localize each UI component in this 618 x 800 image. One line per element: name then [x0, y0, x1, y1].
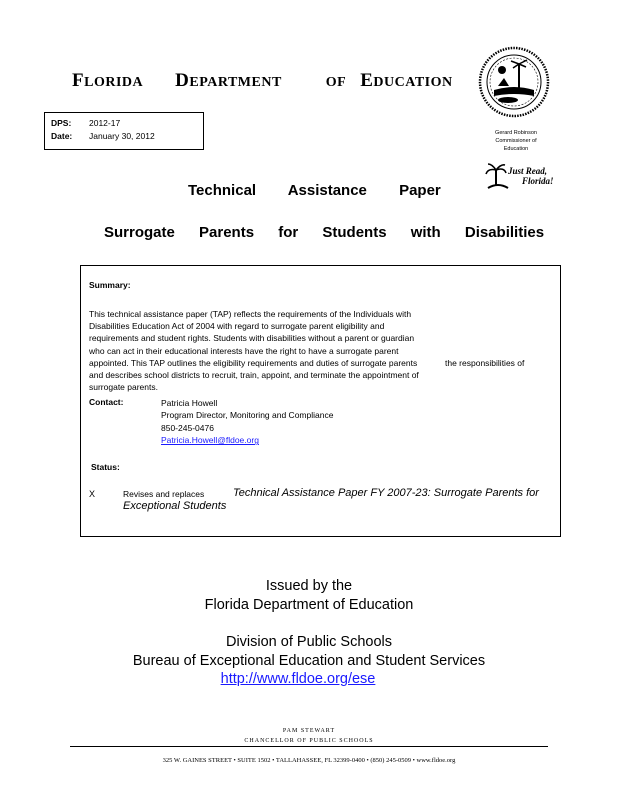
contact-phone: 850-245-0476: [161, 422, 214, 433]
letterhead-word: EPARTMENT: [189, 75, 282, 90]
issued-by-line: Issued by the: [265, 578, 353, 594]
document-title: Technical Assistance Paper: [188, 182, 441, 199]
dps-date-box: [44, 112, 204, 150]
status-mark: X: [89, 489, 96, 499]
website-line: [0, 670, 618, 689]
date-value: January 30, 2012: [89, 131, 155, 141]
date-row: [51, 131, 155, 141]
status-reference: Technical Assistance Paper FY 2007-23: Surrogate Parents for Exceptional Students: [123, 487, 539, 512]
dps-row: [51, 118, 120, 128]
letterhead-word: OF: [325, 75, 347, 90]
letterhead-word: DUCATION: [373, 75, 453, 90]
letterhead-cap: E: [360, 70, 374, 91]
letterhead-cap: F: [72, 70, 85, 91]
florida-seal-icon: [478, 46, 550, 118]
contact-email-link[interactable]: Patricia.Howell@fldoe.org: [161, 435, 259, 446]
summary-extra-text: the responsibilities of: [445, 358, 525, 368]
footer-divider: [70, 746, 548, 747]
commissioner-dept: Education: [503, 146, 529, 152]
document-subtitle: Surrogate Parents for Students with Disabilities: [104, 224, 545, 241]
letterhead-word: LORIDA: [84, 75, 144, 90]
dps-label: DPS:: [51, 118, 72, 128]
contact-title: Program Director, Monitoring and Compliance: [161, 410, 334, 421]
division-line: Division of Public Schools: [225, 634, 393, 650]
website-link[interactable]: http://www.fldoe.org/ese: [220, 671, 376, 687]
commissioner-block: [482, 129, 550, 153]
commissioner-role: Commissioner of: [495, 138, 537, 144]
logo-text-2: Florida!: [522, 176, 554, 186]
summary-text: This technical assistance paper (TAP) reflects the requirements of the Individuals with Disabilities Education Act of 2004 with regard to surrogate parent eligibility and requirements and student rights. Students with disabilities without a parent or guardian who can act in their educational interests have the right to have a surrogate parent appointed. This TAP outlines the eligibility requirements and duties of surrogate parents and describes school districts to recruit, train, appoint, and terminate the appointment of surrogate parents.: [89, 309, 419, 393]
dps-value: 2012-17: [89, 118, 121, 128]
agency-letterhead: [72, 70, 453, 92]
date-label: Date:: [51, 131, 73, 141]
summary-box: [80, 265, 561, 537]
commissioner-name: Gerard Robinson: [495, 130, 537, 136]
logo-text-1: Just Read,: [508, 166, 548, 176]
just-read-florida-logo: [484, 160, 556, 192]
status-label: Status:: [91, 462, 120, 472]
bureau-line: Bureau of Exceptional Education and Student Services: [132, 653, 486, 669]
footer-name: PAM STEWART: [282, 728, 336, 734]
footer-address: 325 W. GAINES STREET • SUITE 1502 • TALLAHASSEE, FL 32399-0400 • (850) 245-0509 • www.fldoe.org: [162, 757, 456, 764]
summary-label: Summary:: [89, 280, 131, 290]
letterhead-cap: D: [175, 70, 190, 91]
footer-role: CHANCELLOR OF PUBLIC SCHOOLS: [244, 738, 374, 744]
contact-label: Contact:: [89, 397, 124, 407]
contact-block: [161, 397, 333, 447]
contact-name: Patricia Howell: [161, 398, 218, 408]
status-revises-text: Revises and replaces: [123, 489, 205, 499]
issued-agency-line: Florida Department of Education: [204, 597, 414, 613]
